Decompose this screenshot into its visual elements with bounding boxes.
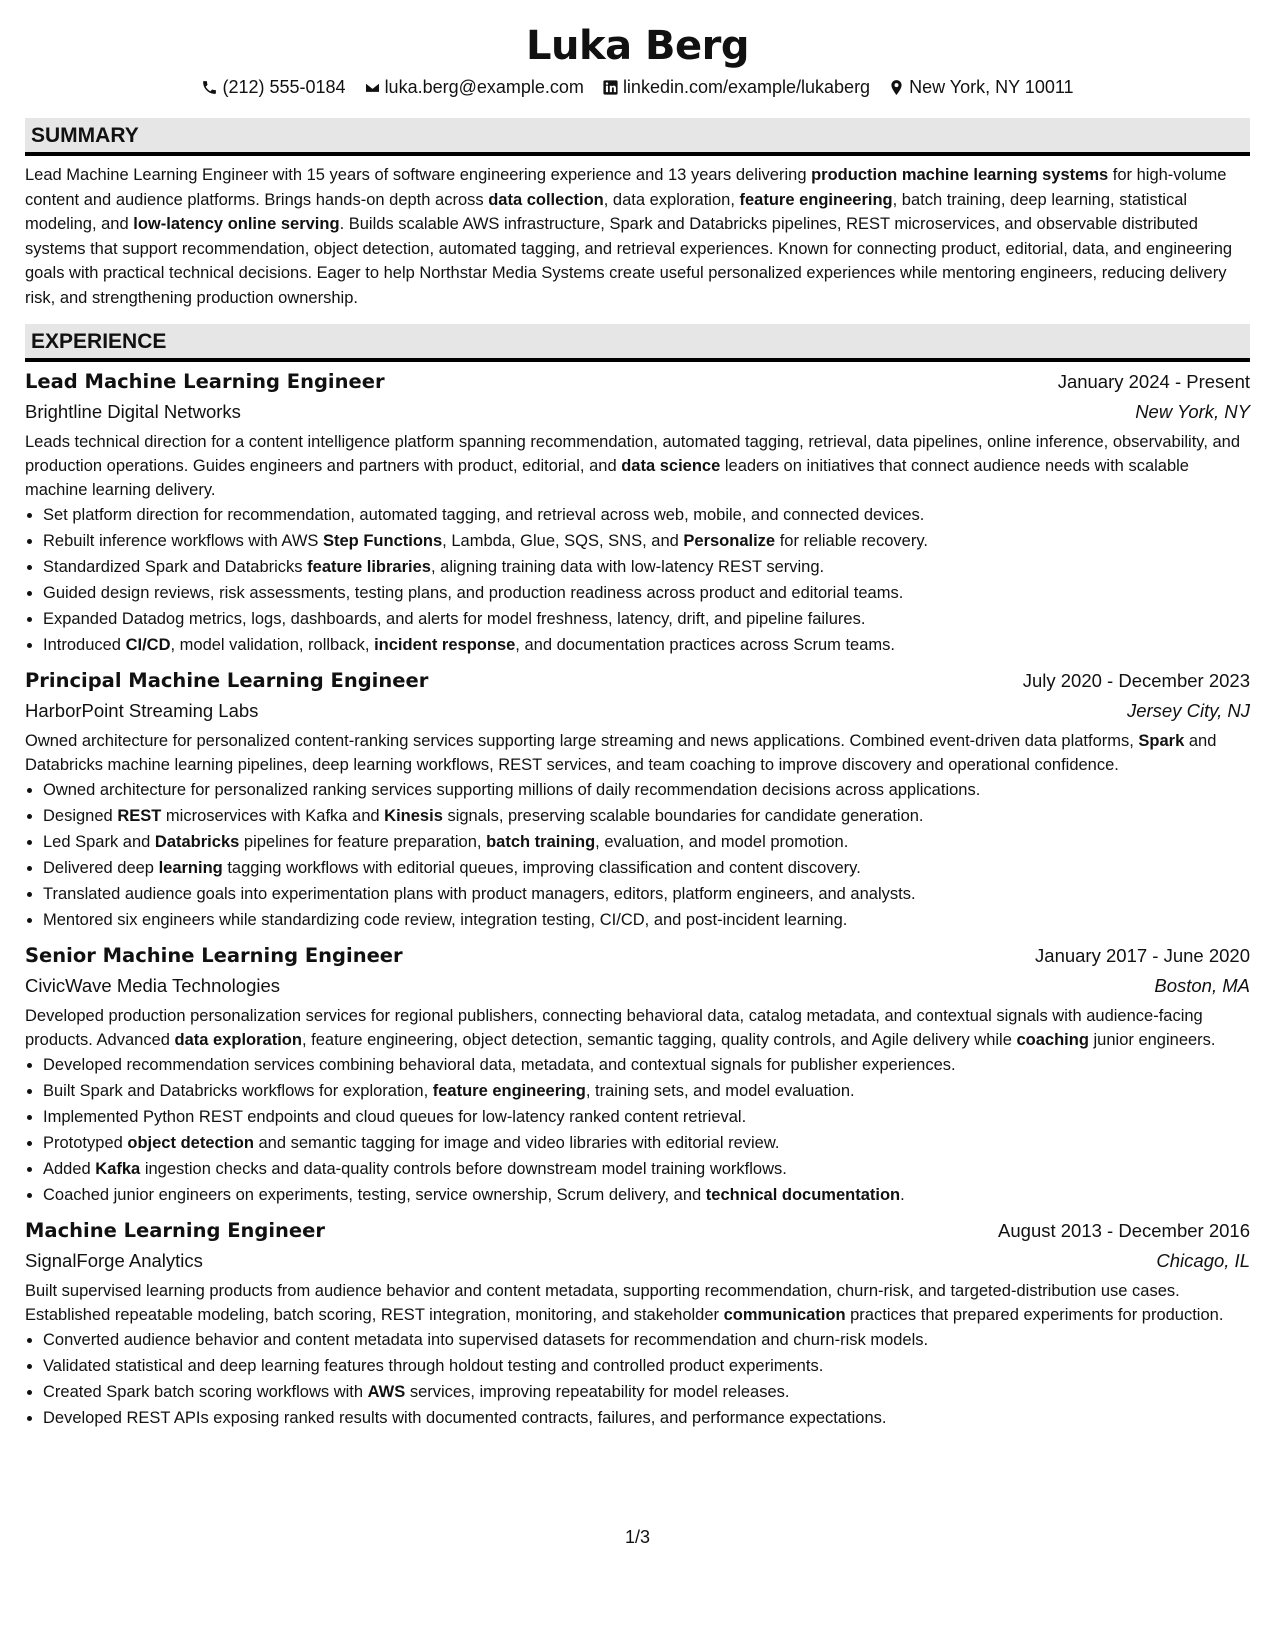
job-description: Built supervised learning products from audience behavior and content metadata, supporting recommendation, churn-risk, and targeted-distribution use cases. Established repeatable modeling, batch scoring, REST integration, monitoring, and stakeholder communication practices that prepared experiments for production. xyxy=(25,1282,1224,1324)
job-entry xyxy=(25,941,1250,1208)
bullet-item: • Rebuilt inference workflows with AWS Step Functions, Lambda, Glue, SQS, SNS, and Personalize for reliable recovery. xyxy=(43,528,1250,554)
job-dates: July 2020 - December 2023 xyxy=(1022,670,1250,691)
contact-phone xyxy=(201,77,345,98)
emphasis-text: coaching xyxy=(1016,1031,1089,1049)
job-location: New York, NY xyxy=(1135,401,1250,422)
emphasis-text: data science xyxy=(621,457,721,475)
bullet-item: • Converted audience behavior and content metadata into supervised datasets for recommendation and churn-risk models. xyxy=(43,1327,1250,1353)
emphasis-text: Step Functions xyxy=(323,532,443,550)
emphasis-text: object detection xyxy=(127,1134,254,1152)
bullet-item: • Delivered deep learning tagging workflows with editorial queues, improving classification and content discovery. xyxy=(43,855,1250,881)
job-dates: January 2024 - Present xyxy=(1057,371,1250,392)
bullet-item: • Designed REST microservices with Kafka and Kinesis signals, preserving scalable boundaries for candidate generation. xyxy=(43,803,1250,829)
bullet-item: • Expanded Datadog metrics, logs, dashboards, and alerts for model freshness, latency, drift, and pipeline failures. xyxy=(43,606,1250,632)
job-bullets xyxy=(25,1327,1250,1431)
phone-icon xyxy=(201,79,218,96)
envelope-icon xyxy=(364,79,381,96)
job-location: Boston, MA xyxy=(1154,975,1250,996)
emphasis-text: technical documentation xyxy=(705,1186,901,1204)
job-description: Owned architecture for personalized content-ranking services supporting large streaming and news applications. Combined event-driven data platforms, Spark and Databricks machine learning pipelines, deep learning workflows, REST services, and team coaching to improve discovery and operational confidence. xyxy=(25,732,1217,774)
bullet-item: • Developed recommendation services combining behavioral data, metadata, and contextual signals for publisher experiences. xyxy=(43,1052,1250,1078)
bullet-item: • Led Spark and Databricks pipelines for feature preparation, batch training, evaluation, and model promotion. xyxy=(43,829,1250,855)
company-name: SignalForge Analytics xyxy=(25,1250,203,1271)
emphasis-text: incident response xyxy=(374,636,516,654)
job-location: Jersey City, NJ xyxy=(1126,700,1250,721)
emphasis-text: low-latency online serving xyxy=(133,215,340,233)
contact-bar xyxy=(25,74,1250,100)
company-name: CivicWave Media Technologies xyxy=(25,975,281,996)
emphasis-text: Kinesis xyxy=(384,807,443,825)
emphasis-text: data exploration xyxy=(174,1031,302,1049)
emphasis-text: feature libraries xyxy=(307,558,431,576)
bullet-item: • Introduced CI/CD, model validation, rollback, incident response, and documentation practices across Scrum teams. xyxy=(43,632,1250,658)
emphasis-text: Spark xyxy=(1138,732,1185,750)
resume-page xyxy=(25,20,1250,1431)
job-bullets xyxy=(25,502,1250,658)
emphasis-text: feature engineering xyxy=(432,1082,586,1100)
summary-heading: SUMMARY xyxy=(25,118,1250,156)
emphasis-text: data collection xyxy=(488,190,604,209)
bullet-item: • Coached junior engineers on experiments, testing, service ownership, Scrum delivery, and technical documentation. xyxy=(43,1182,1250,1208)
job-title: Principal Machine Learning Engineer xyxy=(25,669,429,692)
location-text: New York, NY 10011 xyxy=(909,76,1074,97)
bullet-item: • Guided design reviews, risk assessments, testing plans, and production readiness across product and editorial teams. xyxy=(43,580,1250,606)
job-bullets xyxy=(25,1052,1250,1208)
job-description: Developed production personalization services for regional publishers, connecting behavioral data, catalog metadata, and contextual signals with audience-facing products. Advanced data exploration, feature engineering, object detection, semantic tagging, quality controls, and Agile delivery while coaching junior engineers. xyxy=(25,1007,1216,1049)
bullet-item: • Developed REST APIs exposing ranked results with documented contracts, failures, and performance expectations. xyxy=(43,1405,1250,1431)
job-location: Chicago, IL xyxy=(1156,1250,1250,1271)
emphasis-text: AWS xyxy=(367,1383,406,1401)
contact-location xyxy=(888,77,1073,98)
bullet-item: • Prototyped object detection and semantic tagging for image and video libraries with editorial review. xyxy=(43,1130,1250,1156)
job-description: Leads technical direction for a content intelligence platform spanning recommendation, automated tagging, retrieval, data pipelines, online inference, observability, and production operations. Guides engineers and partners with product, editorial, and data science leaders on initiatives that connect audience needs with scalable machine learning delivery. xyxy=(25,433,1241,499)
linkedin-link[interactable]: linkedin.com/example/lukaberg xyxy=(622,76,871,97)
experience-heading: EXPERIENCE xyxy=(25,324,1250,362)
emphasis-text: Kafka xyxy=(95,1160,141,1178)
job-entry xyxy=(25,666,1250,933)
bullet-item: • Created Spark batch scoring workflows with AWS services, improving repeatability for model releases. xyxy=(43,1379,1250,1405)
bullet-item: • Built Spark and Databricks workflows for exploration, feature engineering, training sets, and model evaluation. xyxy=(43,1078,1250,1104)
job-dates: January 2017 - June 2020 xyxy=(1035,945,1250,966)
job-entry xyxy=(25,1216,1250,1431)
map-pin-icon xyxy=(888,79,905,96)
bullet-item: • Standardized Spark and Databricks feature libraries, aligning training data with low-latency REST serving. xyxy=(43,554,1250,580)
bullet-item: • Owned architecture for personalized ranking services supporting millions of daily recommendation decisions across applications. xyxy=(43,777,1250,803)
emphasis-text: Databricks xyxy=(154,833,240,851)
emphasis-text: learning xyxy=(158,859,223,877)
bullet-item: • Translated audience goals into experimentation plans with product managers, editors, platform engineers, and analysts. xyxy=(43,881,1250,907)
job-title: Machine Learning Engineer xyxy=(25,1219,326,1242)
contact-linkedin[interactable] xyxy=(602,77,870,98)
candidate-name: Luka Berg xyxy=(526,23,749,69)
company-name: Brightline Digital Networks xyxy=(25,401,241,422)
job-dates: August 2013 - December 2016 xyxy=(998,1220,1250,1241)
bullet-item: • Implemented Python REST endpoints and cloud queues for low-latency ranked content retrieval. xyxy=(43,1104,1250,1130)
phone-text: (212) 555-0184 xyxy=(222,76,346,97)
bullet-item: • Added Kafka ingestion checks and data-quality controls before downstream model training workflows. xyxy=(43,1156,1250,1182)
job-bullets xyxy=(25,777,1250,933)
emphasis-text: Personalize xyxy=(683,532,776,550)
contact-email[interactable] xyxy=(364,77,584,98)
job-title: Lead Machine Learning Engineer xyxy=(25,370,385,393)
experience-list xyxy=(25,367,1250,1431)
summary-text: Lead Machine Learning Engineer with 15 years of software engineering experience and 13 years delivering production machine learning systems for high-volume content and audience platforms. Brings hands-on depth across data collection, data exploration, feature engineering, batch training, deep learning, statistical modeling, and low-latency online serving. Builds scalable AWS infrastructure, Spark and Databricks pipelines, REST microservices, and observable distributed systems that support recommendation, object detection, automated tagging, and retrieval experiences. Known for connecting product, editorial, data, and engineering goals with practical technical decisions. Eager to help Northstar Media Systems create useful personalized experiences while mentoring engineers, reducing delivery risk, and strengthening production ownership. xyxy=(25,166,1233,307)
emphasis-text: batch training xyxy=(486,833,596,851)
bullet-item: • Set platform direction for recommendation, automated tagging, and retrieval across web, mobile, and connected devices. xyxy=(43,502,1250,528)
emphasis-text: feature engineering xyxy=(739,190,893,209)
emphasis-text: production machine learning systems xyxy=(811,166,1109,184)
page-indicator: 1/3 xyxy=(624,1527,651,1547)
bullet-item: • Validated statistical and deep learning features through holdout testing and controlled product experiments. xyxy=(43,1353,1250,1379)
linkedin-icon xyxy=(602,79,619,96)
bullet-item: • Mentored six engineers while standardizing code review, integration testing, CI/CD, and post-incident learning. xyxy=(43,907,1250,933)
job-title: Senior Machine Learning Engineer xyxy=(25,944,403,967)
emphasis-text: REST xyxy=(117,807,162,825)
job-entry xyxy=(25,367,1250,658)
emphasis-text: communication xyxy=(723,1306,846,1324)
email-link[interactable]: luka.berg@example.com xyxy=(384,76,584,97)
company-name: HarborPoint Streaming Labs xyxy=(25,700,259,721)
emphasis-text: CI/CD xyxy=(125,636,171,654)
